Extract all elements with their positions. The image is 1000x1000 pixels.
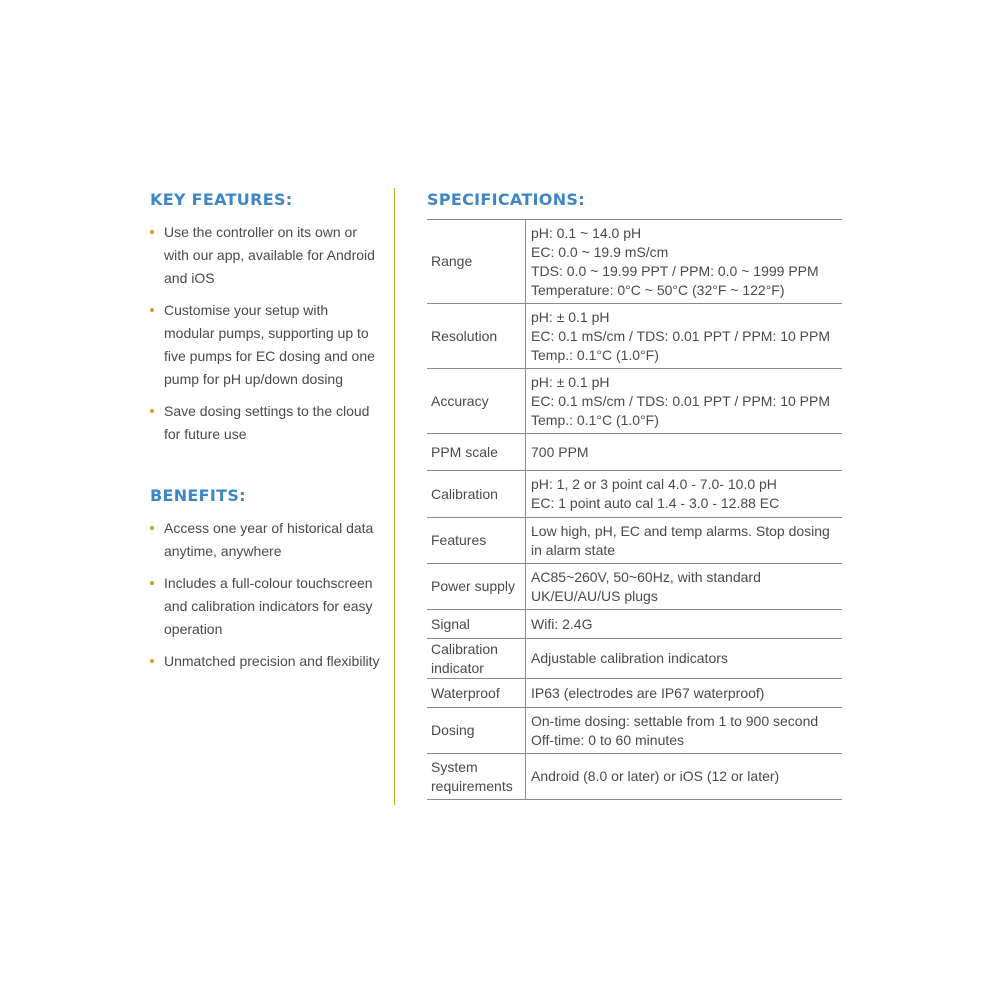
spec-row (427, 639, 842, 679)
spec-value (526, 564, 843, 610)
spec-label: Features (427, 518, 526, 564)
spec-value (526, 471, 843, 518)
spec-value-line: Android (8.0 or later) or iOS (12 or later) (531, 768, 780, 784)
benefit-item: Access one year of historical data anytime, anywhere (150, 517, 380, 563)
spec-label: Calibration (427, 471, 526, 518)
spec-value-line: Off-time: 0 to 60 minutes (531, 731, 685, 748)
column-divider (394, 188, 395, 805)
spec-value-line: EC: 0.0 ~ 19.9 mS/cm (531, 243, 669, 260)
spec-row (427, 518, 842, 564)
spec-value-line: AC85~260V, 50~60Hz, with standard (531, 568, 761, 585)
spec-value-line: EC: 0.1 mS/cm / TDS: 0.01 PPT / PPM: 10 PPM (531, 392, 831, 409)
spec-row (427, 369, 842, 434)
spec-label: Waterproof (427, 679, 526, 708)
spec-row (427, 220, 842, 304)
benefit-item: Includes a full-colour touchscreen and calibration indicators for easy operation (150, 572, 380, 641)
benefits-heading: BENEFITS: (150, 486, 246, 505)
spec-row (427, 754, 842, 800)
spec-value (526, 754, 843, 800)
key-feature-item: Customise your setup with modular pumps, supporting up to five pumps for EC dosing and one pump for pH up/down dosing (150, 299, 380, 391)
spec-row (427, 471, 842, 518)
spec-value (526, 518, 843, 564)
spec-label: System requirements (427, 754, 526, 800)
spec-label: Power supply (427, 564, 526, 610)
spec-value-line: pH: 0.1 ~ 14.0 pH (531, 224, 642, 241)
spec-value-line: EC: 1 point auto cal 1.4 - 3.0 - 12.88 EC (531, 495, 780, 511)
right-column (427, 190, 842, 800)
spec-value-line: Wifi: 2.4G (531, 615, 593, 632)
spec-value-line: Temp.: 0.1°C (1.0°F) (531, 411, 659, 428)
spec-label: Dosing (427, 708, 526, 754)
spec-value-line: EC: 0.1 mS/cm / TDS: 0.01 PPT / PPM: 10 PPM (531, 327, 831, 344)
spec-value (526, 369, 843, 434)
spec-value-line: 700 PPM (531, 443, 589, 460)
spec-value-line: On-time dosing: settable from 1 to 900 second (531, 712, 819, 729)
specifications-table (427, 219, 842, 800)
spec-value-line: UK/EU/AU/US plugs (531, 587, 658, 604)
specifications-heading: SPECIFICATIONS: (427, 190, 585, 209)
spec-label: Resolution (427, 304, 526, 369)
spec-value-line: TDS: 0.0 ~ 19.99 PPT / PPM: 0.0 ~ 1999 PPM (531, 262, 819, 279)
spec-value-line: pH: ± 0.1 pH (531, 373, 610, 390)
spec-value (526, 304, 843, 369)
benefit-item: Unmatched precision and flexibility (150, 650, 380, 673)
spec-row (427, 304, 842, 369)
spec-row (427, 610, 842, 639)
spec-value-line: Low high, pH, EC and temp alarms. Stop dosing (531, 522, 830, 539)
spec-label: PPM scale (427, 434, 526, 471)
spec-row (427, 708, 842, 754)
left-column (150, 190, 380, 682)
spec-value-line: Temperature: 0°C ~ 50°C (32°F ~ 122°F) (531, 281, 785, 298)
spec-label: Accuracy (427, 369, 526, 434)
key-features-heading: KEY FEATURES: (150, 190, 293, 209)
benefits-list (150, 517, 380, 673)
benefits-section (150, 486, 380, 673)
spec-value (526, 639, 843, 679)
spec-row (427, 679, 842, 708)
spec-label: Signal (427, 610, 526, 639)
spec-value-line: Adjustable calibration indicators (531, 650, 728, 666)
spec-value (526, 708, 843, 754)
spec-row (427, 434, 842, 471)
spec-value (526, 679, 843, 708)
spec-value-line: Temp.: 0.1°C (1.0°F) (531, 346, 659, 363)
spec-value-line: pH: 1, 2 or 3 point cal 4.0 - 7.0- 10.0 pH (531, 476, 777, 492)
key-feature-item: Use the controller on its own or with our app, available for Android and iOS (150, 221, 380, 290)
spec-label: Range (427, 220, 526, 304)
spec-value (526, 434, 843, 471)
spec-value (526, 220, 843, 304)
spec-value (526, 610, 843, 639)
spec-value-line: pH: ± 0.1 pH (531, 308, 610, 325)
spec-value-line: IP63 (electrodes are IP67 waterproof) (531, 684, 765, 701)
spec-label: Calibration indicator (427, 639, 526, 679)
key-feature-item: Save dosing settings to the cloud for future use (150, 400, 380, 446)
spec-value-line: in alarm state (531, 541, 616, 558)
spec-row (427, 564, 842, 610)
key-features-list (150, 221, 380, 446)
